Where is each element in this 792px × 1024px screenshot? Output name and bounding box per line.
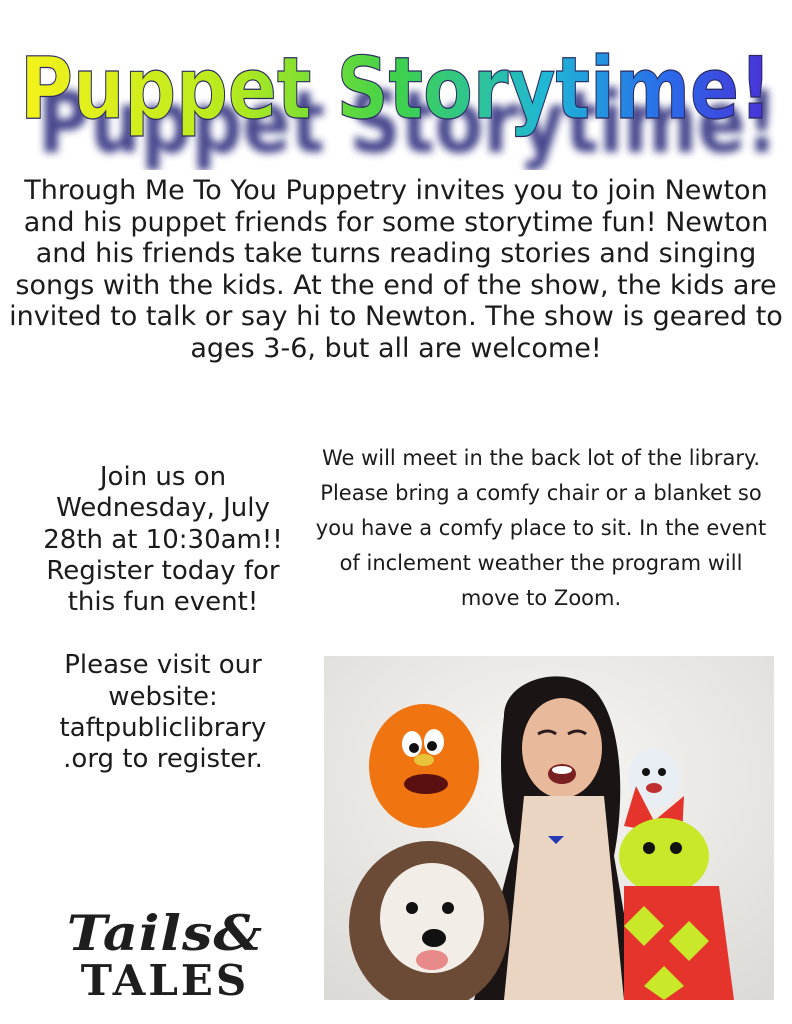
title-banner — [0, 0, 792, 170]
title-graphic — [0, 0, 792, 170]
logo-script-text: Tails& — [66, 904, 264, 962]
logo-block-text: TALES — [80, 956, 250, 1005]
tails-and-tales-logo — [40, 905, 290, 1005]
page-title: Puppet Storytime! — [20, 39, 772, 139]
puppeteer-photo — [324, 656, 774, 1000]
event-details — [32, 462, 294, 776]
event-date-text: Join us on Wednesday, July 28th at 10:30am!! Register today for this fun event! — [43, 462, 283, 618]
title-shadow: Puppet Storytime! — [38, 73, 778, 170]
website-text: Please visit our website: taftpubliclibrary .org to register. — [59, 650, 267, 775]
intro-paragraph: Through Me To You Puppetry invites you to join Newton and his puppet friends for some storytime fun! Newton and his friends take turns reading stories and singing songs with the kids. At the end of the show, the kids are invited to talk or say hi to Newton. The show is geared to ages 3-6, but all are welcome! — [9, 175, 783, 364]
meeting-info: We will meet in the back lot of the library. Please bring a comfy chair or a blanket so you have a comfy place to sit. In the event of inclement weather the program will move to Zoom. — [315, 446, 767, 610]
photo-illustration — [324, 656, 774, 1000]
